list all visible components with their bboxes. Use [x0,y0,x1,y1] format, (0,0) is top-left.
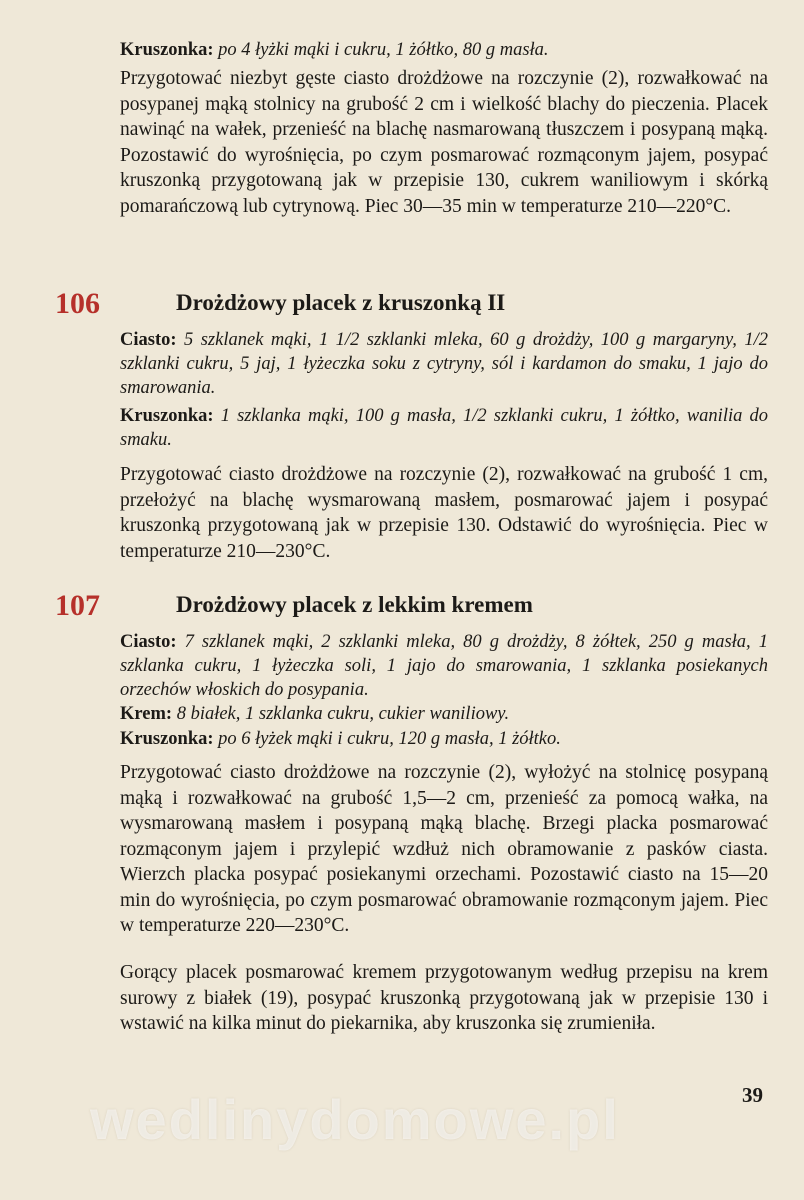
recipe-106-kruszonka [120,404,768,452]
recipe-107-krem-text: 8 białek, 1 szklanka cukru, cukier waniliowy. [176,704,510,724]
recipe-106-title: Drożdżowy placek z kruszonką II [176,290,506,315]
top-kruszonka-text: po 4 łyżki mąki i cukru, 1 żółtko, 80 g masła. [218,40,549,60]
top-method: Przygotować niezbyt gęste ciasto drożdżowe na rozczynie (2), rozwałkować na posypanej mąką stolnicy na grubość 2 cm i wielkość blachy do pieczenia. Placek nawinąć na wałek, przenieść na blachę nasmarowaną tłuszczem i posypaną mąką. Pozostawić do wyrośnięcia, po czym posmarować rozmąconym jajem, posypać kruszonką przygotowaną jak w przepisie 130, cukrem waniliowym i skórką pomarańczową lub cytrynową. Piec 30—35 min w temperaturze 210—220°C. [120,68,768,217]
recipe-107-method: Przygotować ciasto drożdżowe na rozczynie (2), wyłożyć na stolnicę posypaną mąką i rozwałkować na grubość 1,5—2 cm, przenieść za pomocą wałka, na wysmarowaną masłem i posypaną mąką blachę. Brzegi placka posmarować rozmąconym jajem i przylepić wzdłuż nich obramowanie z pasków ciasta. Wierzch placka posypać posiekanymi orzechami. Pozostawić ciasto na 15—20 min do wyrośnięcia, po czym posmarować obramowanie rozmąconym jajem. Piec w temperaturze 220—230°C. [120,762,768,936]
recipe-107-krem [120,702,768,726]
recipe-107-title: Drożdżowy placek z lekkim kremem [176,592,533,617]
recipe-106-ciasto-label: Ciasto: [120,330,184,350]
recipe-107-ciasto-text: 7 szklanek mąki, 2 szklanki mleka, 80 g drożdży, 8 żółtek, 250 g masła, 1 szklanka cukru, 1 łyżeczka soli, 1 jajo do smarowania, 1 szklanka posiekanych orzechów włoskich do posypania. [120,632,768,700]
watermark: wedlinydomowe.pl [90,1088,620,1151]
recipe-107-kruszonka-label: Kruszonka: [120,729,219,749]
recipe-106-ciasto-text: 5 szklanek mąki, 1 1/2 szklanki mleka, 60 g drożdży, 100 g margaryny, 1/2 szklanki cukru, 5 jaj, 1 łyżeczka soku z cytryny, sól i kardamon do smaku, 1 jajo do smarowania. [120,330,768,398]
top-kruszonka-label: Kruszonka: [120,40,219,60]
recipe-106-kruszonka-text: 1 szklanka mąki, 100 g masła, 1/2 szklanki cukru, 1 żółtko, wanilia do smaku. [120,406,768,450]
recipe-107-ciasto [120,630,768,702]
recipe-106-method: Przygotować ciasto drożdżowe na rozczynie (2), rozwałkować na grubość 1 cm, przełożyć na blachę wysmarowaną masłem, posmarować jajem i posypać kruszonką przygotowaną jak w przepisie 130. Odstawić do wyrośnięcia. Piec w temperaturze 210—230°C. [120,464,768,562]
recipe-106-kruszonka-label: Kruszonka: [120,406,221,426]
recipe-107-method-2: Gorący placek posmarować kremem przygotowanym według przepisu na krem surowy z białek (19), posypać kruszonką przygotowaną jak w przepisie 130 i wstawić na kilka minut do piekarnika, aby kruszonka się zrumieniła. [120,962,768,1034]
recipe-107-kruszonka-text: po 6 łyżek mąki i cukru, 120 g masła, 1 żółtko. [218,729,561,749]
recipe-107-kruszonka [120,727,768,751]
recipe-106-ciasto [120,328,768,400]
page-number: 39 [742,1083,763,1107]
top-kruszonka [120,38,768,62]
recipe-107-krem-label: Krem: [120,704,177,724]
recipe-107-number: 107 [55,589,100,622]
recipe-106-number: 106 [55,287,100,320]
recipe-107-ciasto-label: Ciasto: [120,632,185,652]
